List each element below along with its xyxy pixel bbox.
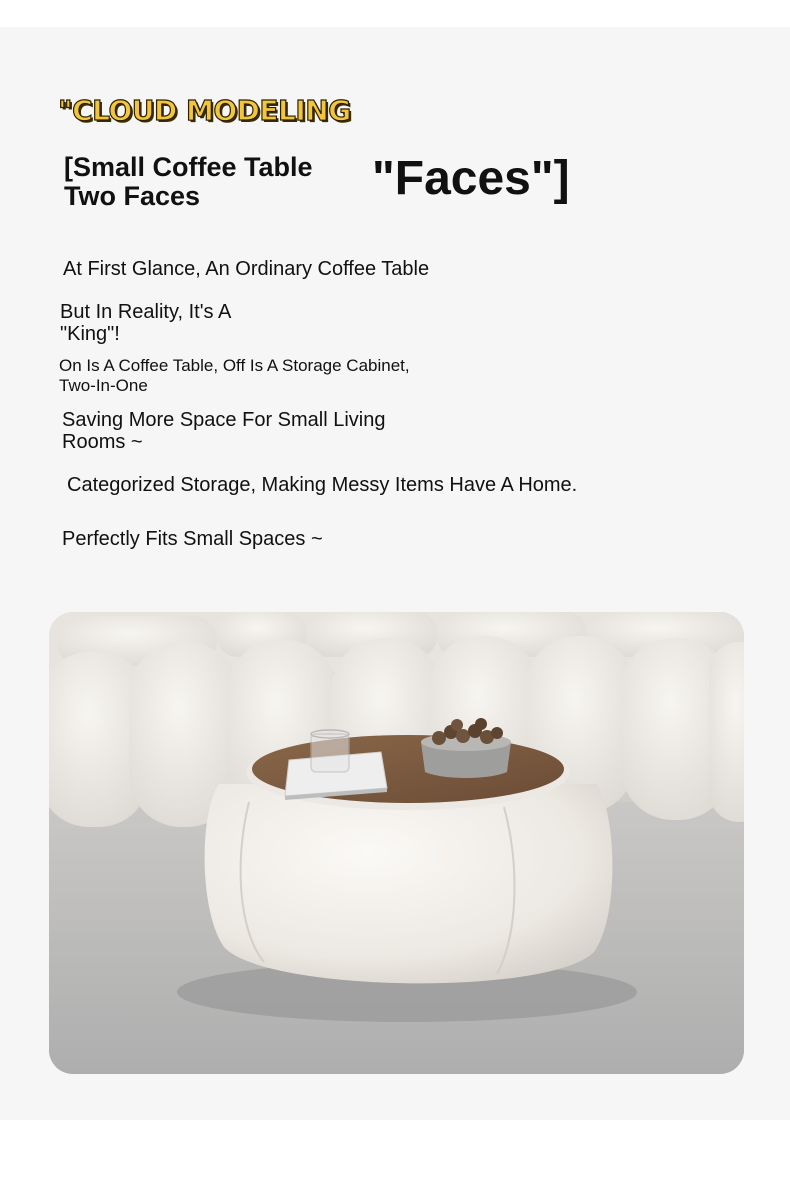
feature-line-saving-space: Saving More Space For Small Living Rooms ~	[62, 409, 386, 453]
feature-line-fits-small-spaces: Perfectly Fits Small Spaces ~	[62, 528, 323, 550]
cloud-modeling-headline: "CLOUD MODELING	[58, 94, 351, 127]
feature-line-categorized-storage: Categorized Storage, Making Messy Items Have A Home.	[67, 474, 578, 496]
coffee-table-icon	[205, 734, 613, 983]
feature-line-king: But In Reality, It's A "King"!	[60, 301, 232, 345]
title-small-coffee-table: [Small Coffee Table Two Faces	[64, 152, 313, 211]
coffee-table-scene-icon	[49, 612, 744, 1074]
product-photo	[49, 612, 744, 1074]
feature-line-two-in-one: On Is A Coffee Table, Off Is A Storage Cabinet, Two-In-One	[59, 356, 410, 395]
glass-icon	[311, 730, 349, 772]
title-faces: "Faces"]	[372, 152, 570, 205]
feature-line-first-glance: At First Glance, An Ordinary Coffee Table	[63, 258, 430, 280]
